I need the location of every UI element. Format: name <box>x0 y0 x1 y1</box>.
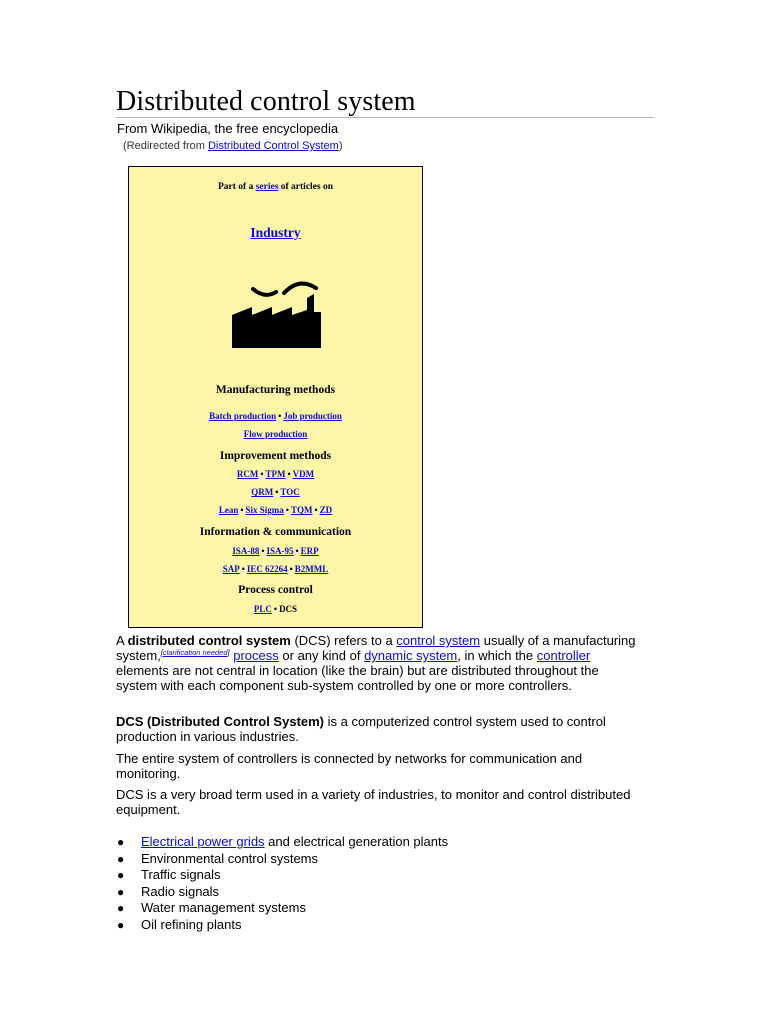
bullet-separator: • <box>240 505 244 515</box>
infobox-item-flow-production[interactable]: Flow production <box>243 429 308 439</box>
list-item-text: Environmental control systems <box>141 850 319 866</box>
infobox-link-row <box>129 545 422 557</box>
infobox-item-tqm[interactable]: TQM <box>290 505 313 515</box>
infobox-item-isa-88[interactable]: ISA-88 <box>232 546 260 556</box>
list-item <box>116 900 448 917</box>
term-bold: distributed control system <box>127 633 291 648</box>
series-caption <box>129 182 422 192</box>
bullet-separator: • <box>285 505 289 515</box>
industry-link[interactable]: Industry <box>250 225 301 240</box>
infobox-link-row <box>129 428 422 440</box>
series-link[interactable]: series <box>255 182 279 192</box>
bullet-separator: • <box>241 564 245 574</box>
infobox-item-iec-62264[interactable]: IEC 62264 <box>246 564 288 574</box>
redirect-source-link[interactable]: Distributed Control System <box>207 140 339 152</box>
bullet-separator: • <box>287 469 291 479</box>
list-item <box>116 917 448 934</box>
list-item-text: Water management systems <box>141 900 306 915</box>
network-paragraph: The entire system of controllers is connected by networks for communication and monitoring. <box>116 751 583 781</box>
usage-paragraph: DCS is a very broad term used in a variety of industries, to monitor and control distributed equipment. <box>116 787 631 817</box>
clarification-needed-note: [clarification needed] <box>160 648 230 657</box>
list-item-link[interactable]: Electrical power grids <box>141 834 265 849</box>
site-tagline: From Wikipedia, the free encyclopedia <box>117 121 339 136</box>
industries-list <box>116 834 448 933</box>
infobox-link-row <box>129 563 422 575</box>
infobox-item-erp[interactable]: ERP <box>300 546 319 556</box>
dcs-term-bold: DCS (Distributed Control System) <box>116 714 325 729</box>
infobox-item-lean[interactable]: Lean <box>218 505 239 515</box>
page-title: Distributed control system <box>116 86 416 117</box>
industry-series-infobox <box>128 166 423 628</box>
infobox-link-row <box>129 410 422 422</box>
redirect-note <box>123 139 342 153</box>
infobox-item-isa-95[interactable]: ISA-95 <box>266 546 294 556</box>
bullet-icon: ● <box>117 884 125 899</box>
control-system-link[interactable]: control system <box>396 633 481 648</box>
process-control-heading: Process control <box>238 584 313 596</box>
controller-link[interactable]: controller <box>536 648 591 663</box>
infobox-link-row <box>129 486 422 498</box>
infobox-item-dcs: DCS <box>279 604 298 614</box>
list-item-text: Oil refining plants <box>141 916 242 932</box>
redirect-suffix: ) <box>338 140 343 152</box>
infobox-item-tpm[interactable]: TPM <box>265 469 286 479</box>
manufacturing-methods-heading: Manufacturing methods <box>215 384 336 396</box>
infobox-item-toc[interactable]: TOC <box>280 487 300 497</box>
bullet-separator: • <box>314 505 318 515</box>
infobox-item-vdm[interactable]: VDM <box>292 469 315 479</box>
infobox-item-b2mml[interactable]: B2MML <box>294 564 329 574</box>
infobox-item-rcm[interactable]: RCM <box>236 469 259 479</box>
series-suffix: of articles on <box>278 182 334 192</box>
list-item <box>116 851 448 868</box>
dcs-definition-paragraph: DCS (Distributed Control System) is a computerized control system used to control production in various industries. <box>116 714 606 744</box>
factory-icon <box>229 279 324 351</box>
information-communication-heading: Information & communication <box>199 526 352 538</box>
bullet-icon: ● <box>117 917 125 932</box>
infobox-item-job-production[interactable]: Job production <box>283 411 342 421</box>
infobox-link-row <box>129 504 422 516</box>
list-item-text: and electrical generation plants <box>264 834 449 849</box>
list-item <box>116 834 448 851</box>
list-item <box>116 867 448 884</box>
intro-paragraph: A distributed control system (DCS) refers to a control system usually of a manufacturing system,[clarification needed] process or any kind of dynamic system, in which the controller elements are not central in location (like the brain) but are distributed throughout the system with each component sub-system controlled by one or more controllers. <box>116 633 636 693</box>
clarification-needed-link[interactable]: clarification needed <box>162 648 228 657</box>
bullet-separator: • <box>278 411 282 421</box>
bullet-separator: • <box>295 546 299 556</box>
infobox-link-row <box>129 468 422 480</box>
infobox-item-zd[interactable]: ZD <box>319 505 333 515</box>
bullet-icon: ● <box>117 901 125 915</box>
list-item-text: Radio signals <box>141 883 220 899</box>
bullet-separator: • <box>275 487 279 497</box>
infobox-item-qrm[interactable]: QRM <box>251 487 274 497</box>
bullet-icon: ● <box>117 851 125 866</box>
process-link[interactable]: process <box>233 648 279 663</box>
list-item-text: Traffic signals <box>141 867 221 882</box>
redirect-prefix: (Redirected from <box>123 140 208 152</box>
infobox-item-batch-production[interactable]: Batch production <box>209 411 277 421</box>
infobox-item-six-sigma[interactable]: Six Sigma <box>245 505 284 515</box>
dynamic-system-link[interactable]: dynamic system <box>364 648 458 663</box>
infobox-link-row <box>129 603 422 615</box>
title-divider <box>116 117 654 118</box>
infobox-item-plc[interactable]: PLC <box>253 604 272 614</box>
bullet-separator: • <box>260 469 264 479</box>
bullet-separator: • <box>261 546 265 556</box>
series-prefix: Part of a <box>217 182 256 192</box>
bullet-separator: • <box>273 604 278 614</box>
improvement-methods-heading: Improvement methods <box>219 450 332 462</box>
bullet-separator: • <box>289 564 293 574</box>
bullet-icon: ● <box>117 868 125 882</box>
list-item <box>116 884 448 901</box>
infobox-item-sap[interactable]: SAP <box>222 564 240 574</box>
bullet-icon: ● <box>117 835 125 849</box>
infobox-title <box>129 225 422 241</box>
